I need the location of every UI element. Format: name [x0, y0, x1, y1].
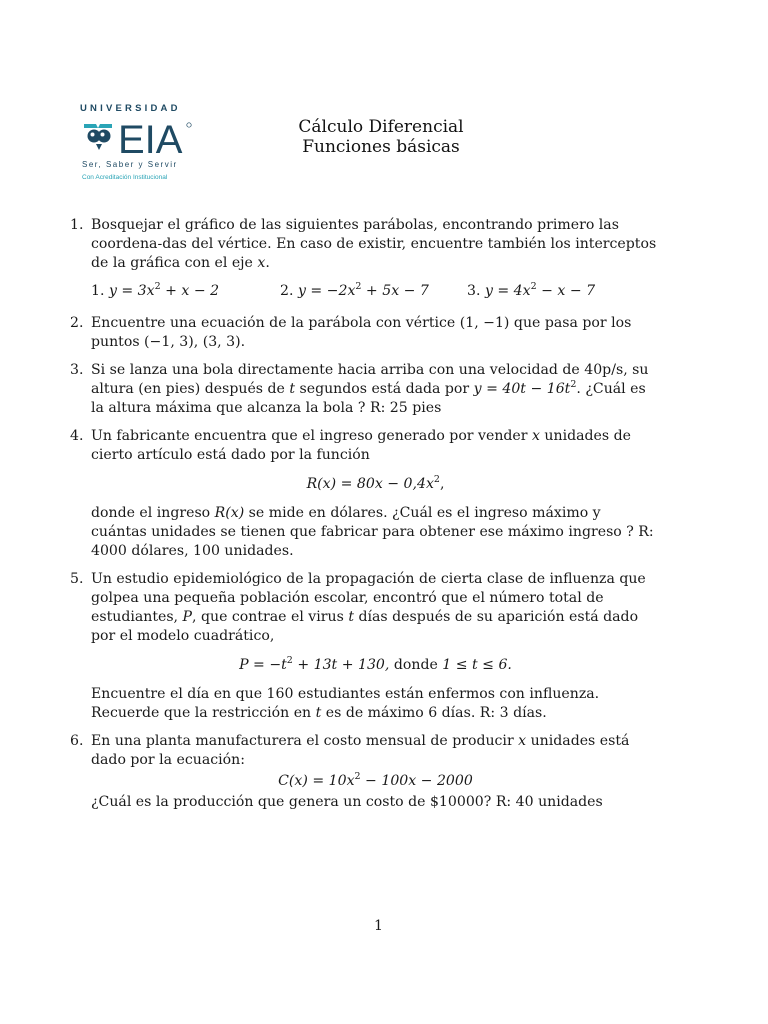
problem-number: 6.	[70, 733, 84, 749]
problem-text-continued: ¿Cuál es la producción que genera un costo de $10000? R: 40 unidades	[91, 794, 603, 810]
parabola-item-1: 1. $y = 3x^2 + x - 2$	[91, 281, 220, 299]
problem-number: 4.	[70, 428, 84, 444]
problem-number: 2.	[70, 315, 84, 331]
problem-text-continued: donde el ingreso R(x) se mide en dólares. ¿Cuál es el ingreso máximo y cuántas unidades se tienen que fabricar para obtener ese máximo ingreso ? R: 4000 dólares, 100 unidades.	[91, 505, 654, 559]
page-number: 1	[374, 918, 383, 934]
parabola-item-3: 3. $y = 4x^2 - x - 7$	[467, 281, 596, 299]
problem-text: Un estudio epidemiológico de la propagación de cierta clase de influenza que golpea una pequeña población escolar, encontró que el número total de estudiantes, P, que contrae el virus t días después de su aparición está dado por el modelo cuadrático,	[91, 571, 646, 644]
parabola-item-2: 2. $y = -2x^2 + 5x - 7$	[280, 281, 429, 299]
owl-eyes-icon	[84, 124, 112, 150]
logo-university-text: UNIVERSIDAD	[80, 103, 181, 114]
problem-2	[70, 314, 660, 352]
problem-text: Si se lanza una bola directamente hacia arriba con una velocidad de 40p/s, su altura (en pies) después de t segundos está dada por $y = 40t - 16t^2$. ¿Cuál es la altura máxima que alcanza la bola ? R: 25 pies	[91, 362, 649, 416]
epidemic-model-equation: $P = -t^2 + 13t + 130$, donde 1 ≤ t ≤ 6.	[239, 655, 512, 673]
problem-number: 3.	[70, 362, 84, 378]
problem-list	[70, 216, 660, 812]
problem-5	[70, 570, 660, 723]
problem-3	[70, 361, 660, 418]
problem-text: Un fabricante encuentra que el ingreso generado por vender x unidades de cierto artículo está dado por la función	[91, 428, 631, 463]
problem-text: Bosquejar el gráfico de las siguientes parábolas, encontrando primero las coordena-das del vértice. En caso de existir, encuentre también los interceptos de la gráfica con el eje x.	[91, 217, 657, 271]
document-title: Cálculo Diferencial	[298, 117, 464, 137]
document-header	[250, 117, 512, 157]
problem-number: 5.	[70, 571, 84, 587]
problem-6	[70, 732, 660, 812]
logo-brand: EIA	[118, 118, 183, 157]
cost-equation: $C(x) = 10x^2 - 100x - 2000$	[278, 771, 473, 789]
document-subtitle: Funciones básicas	[302, 137, 460, 157]
logo-tagline: Ser, Saber y Servir	[82, 160, 178, 169]
problem-1	[70, 216, 660, 302]
problem-text: Encuentre una ecuación de la parábola con vértice (1, −1) que pasa por los puntos (−1, 3), (3, 3).	[91, 315, 632, 350]
eia-logo-mark	[82, 117, 194, 157]
problem-text-continued: Encuentre el día en que 160 estudiantes están enfermos con influenza. Recuerde que la restricción en t es de máximo 6 días. R: 3 días.	[91, 686, 600, 721]
problem-number: 1.	[70, 217, 84, 233]
problem-text: En una planta manufacturera el costo mensual de producir x unidades está dado por la ecuación:	[91, 733, 630, 768]
parabola-list	[91, 282, 660, 302]
logo-accreditation: Con Acreditación Institucional	[82, 174, 168, 181]
problem-4	[70, 427, 660, 561]
university-logo	[80, 103, 220, 188]
revenue-equation: $R(x) = 80x - 0,4x^2$,	[306, 474, 445, 492]
